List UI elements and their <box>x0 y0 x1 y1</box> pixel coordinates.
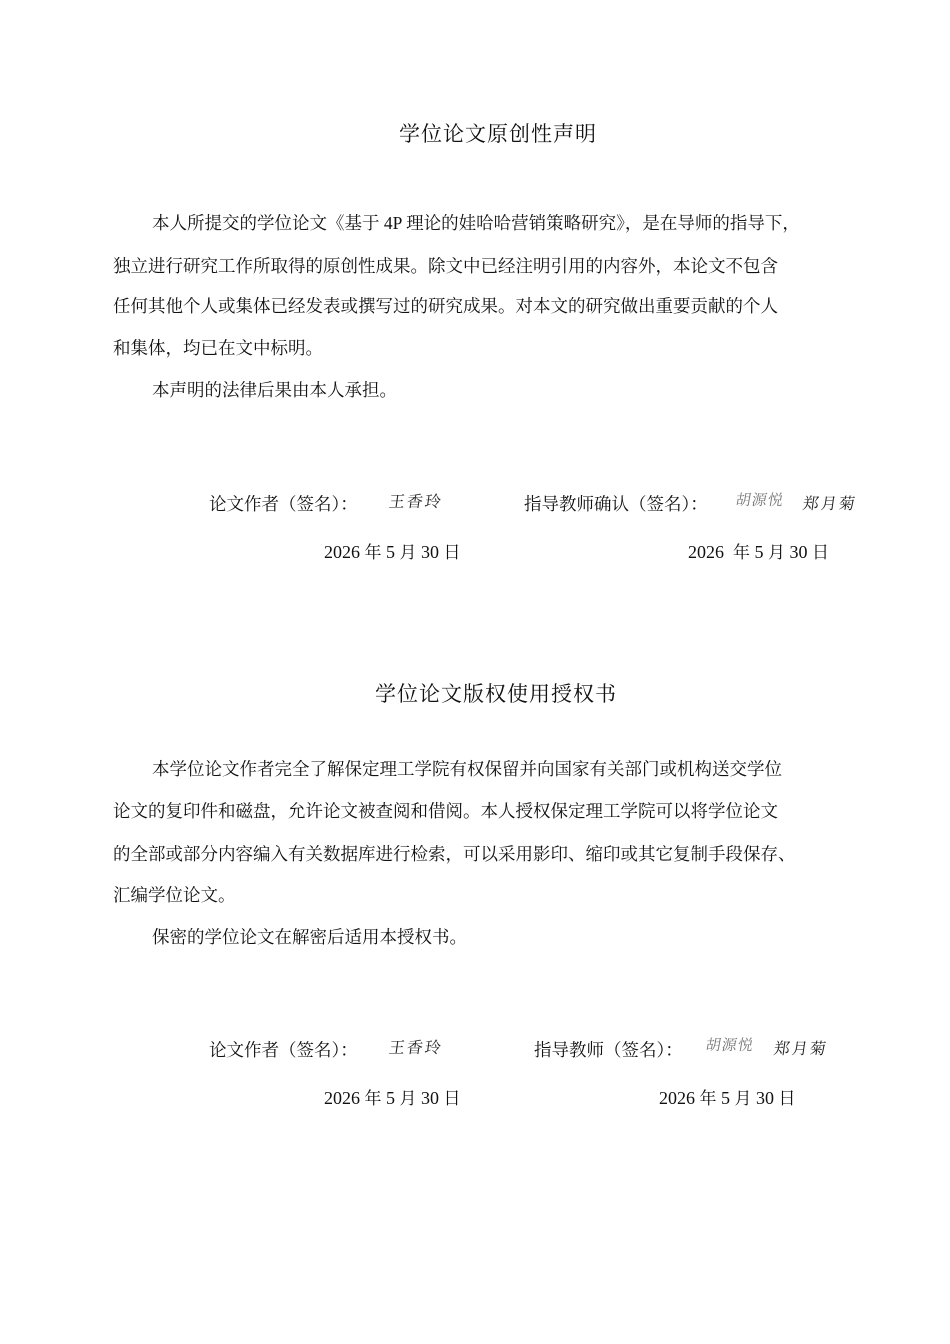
declaration-text-part: 本人所提交的学位论文 <box>152 214 327 234</box>
declaration-advisor-date: 2026 年 5 月 30 日 <box>688 542 829 563</box>
declaration-paragraph-1-line-1 <box>152 213 800 235</box>
declaration-paragraph-1-line-3: 任何其他个人或集体已经发表或撰写过的研究成果。对本文的研究做出重要贡献的个人 <box>113 297 778 317</box>
authorization-title: 学位论文版权使用授权书 <box>375 682 617 706</box>
authorization-author-date: 2026 年 5 月 30 日 <box>324 1088 461 1109</box>
authorization-advisor-date: 2026 年 5 月 30 日 <box>659 1088 796 1109</box>
declaration-author-date: 2026 年 5 月 30 日 <box>324 542 461 563</box>
declaration-advisor-label: 指导教师确认（签名）： <box>524 495 708 515</box>
authorization-paragraph-1-line-3: 的全部或部分内容编入有关数据库进行检索，可以采用影印、缩印或其它复制手段保存、 <box>113 845 796 865</box>
authorization-advisor-signature-1: 胡源悦 <box>704 1036 756 1054</box>
authorization-paragraph-1-line-2: 论文的复印件和磁盘，允许论文被查阅和借阅。本人授权保定理工学院可以将学位论文 <box>113 802 778 822</box>
authorization-advisor-label: 指导教师（签名）： <box>534 1041 683 1061</box>
declaration-text-part: ，是在导师的指导下， <box>624 214 800 234</box>
declaration-advisor-signature-2: 郑月菊 <box>801 494 859 513</box>
declaration-author-label: 论文作者（签名）： <box>209 495 358 515</box>
declaration-paragraph-1-line-2: 独立进行研究工作所取得的原创性成果。除文中已经注明引用的内容外，本论文不包含 <box>113 257 778 277</box>
authorization-paragraph-1-line-1: 本学位论文作者完全了解保定理工学院有权保留并向国家有关部门或机构送交学位 <box>152 760 782 780</box>
declaration-paragraph-1-line-4: 和集体，均已在文中标明。 <box>113 339 323 359</box>
authorization-paragraph-2: 保密的学位论文在解密后适用本授权书。 <box>152 928 467 948</box>
authorization-author-label: 论文作者（签名）： <box>209 1041 358 1061</box>
declaration-advisor-signature-1: 胡源悦 <box>734 491 786 509</box>
declaration-title: 学位论文原创性声明 <box>399 122 597 146</box>
authorization-author-signature: 王香玲 <box>387 1038 445 1057</box>
declaration-author-signature: 王香玲 <box>387 492 445 511</box>
thesis-title: 《基于 4P 理论的娃哈哈营销策略研究》 <box>327 213 625 233</box>
declaration-paragraph-2: 本声明的法律后果由本人承担。 <box>152 381 397 401</box>
authorization-paragraph-1-line-4: 汇编学位论文。 <box>113 886 236 906</box>
authorization-advisor-signature-2: 郑月菊 <box>772 1039 830 1058</box>
